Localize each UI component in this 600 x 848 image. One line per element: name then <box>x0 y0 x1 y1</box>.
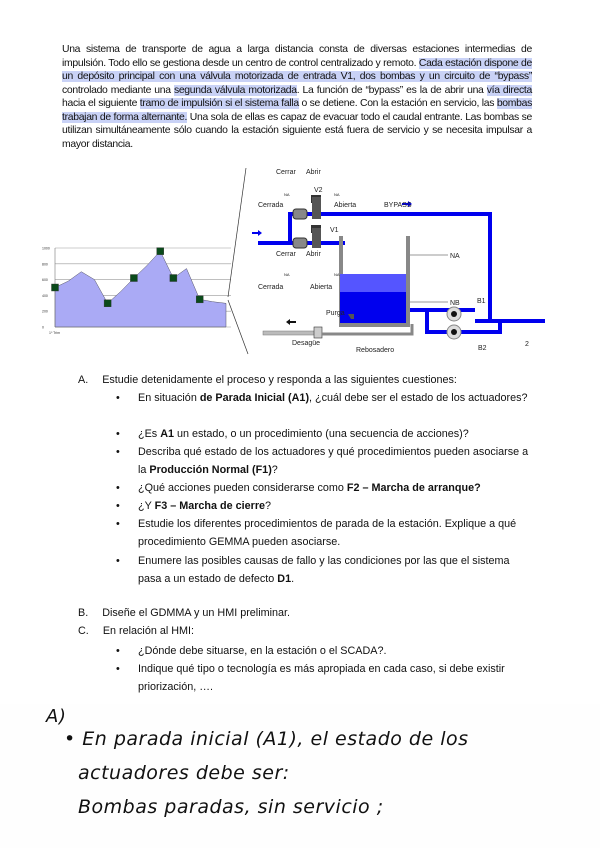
trend-chart <box>42 247 231 336</box>
handwritten-heading: A) <box>46 706 67 727</box>
item-text <box>138 515 532 551</box>
y-tick-label: 0 <box>42 325 44 330</box>
y-tick-label: 600 <box>42 278 48 283</box>
intro-text: controlado mediante una <box>62 84 174 96</box>
contact-na: NA <box>334 192 340 197</box>
label-abrir: Abrir <box>306 251 321 258</box>
item-text-part: Describa qué estado de los actuadores y qué procedimientos pueden asociarse a la <box>138 446 529 476</box>
item-text-part: , ¿cuál debe ser el estado de los actuadores? <box>309 392 528 404</box>
item-text-part: ¿Es <box>138 428 161 440</box>
label-nb: NB <box>450 300 460 307</box>
item-bold: F2 – Marcha de arranque? <box>346 482 481 494</box>
handwritten-line: actuadores debe ser: <box>78 762 290 784</box>
item-text-part: ¿Y <box>138 500 155 512</box>
item-bold: de Parada Inicial (A1) <box>199 392 310 404</box>
item-text <box>138 389 532 407</box>
label-na: NA <box>450 253 460 260</box>
y-tick-label: 800 <box>42 262 48 267</box>
drain-pipe <box>263 331 315 335</box>
x-tick-label: 1º Trim <box>49 331 61 335</box>
c-item: • Indique qué tipo o tecnología es más apropiada en cada caso, si debe existir priorización, …. <box>120 660 532 696</box>
data-point <box>196 296 203 303</box>
label-v2: V2 <box>314 187 323 194</box>
highlight: segunda válvula motorizada <box>173 84 297 96</box>
label-v1: V1 <box>330 227 339 234</box>
label-abierta: Abierta <box>334 202 357 209</box>
item-text <box>138 479 532 497</box>
question-c <box>78 625 194 637</box>
question-label: A. <box>78 374 89 386</box>
question-label: B. <box>78 607 89 619</box>
handwritten-line: Bombas paradas, sin servicio ; <box>78 796 384 818</box>
label-cerrada: Cerrada <box>258 202 284 209</box>
a-item: • Estudie los diferentes procedimientos de parada de la estación. Explique a qué procedimiento GEMMA pueden asociarse. <box>120 515 532 551</box>
handwritten-line: • En parada inicial (A1), el estado de los <box>64 728 469 750</box>
label-b2: B2 <box>478 345 487 352</box>
figure-number: 2 <box>525 341 529 348</box>
label-cerrar: Cerrar <box>276 251 296 258</box>
item-bold: D1 <box>277 573 292 585</box>
item-text-part: ? <box>265 500 272 512</box>
item-text-part: . <box>291 573 295 585</box>
highlight: vía directa <box>486 84 532 96</box>
item-text <box>138 497 532 515</box>
drain-valve-icon <box>314 327 322 338</box>
data-point <box>52 284 59 291</box>
item-text <box>138 552 532 588</box>
a-item: • Enumere las posibles causas de fallo y las condiciones por las que el sistema pasa a un estado de defecto D1. <box>120 552 532 588</box>
data-point <box>157 248 164 255</box>
item-text <box>138 425 532 443</box>
y-tick-label: 1000 <box>42 246 50 251</box>
item-text-part: Enumere las posibles causas de fallo y las condiciones por las que el sistema pasa a un estado de defecto <box>138 555 510 585</box>
item-text-part: ¿Qué acciones pueden considerarse como <box>138 482 347 494</box>
item-bold: F3 – Marcha de cierre <box>154 500 266 512</box>
contact-na: NA <box>334 272 340 277</box>
a-item: • ¿Qué acciones pueden considerarse como F2 – Marcha de arranque? <box>120 479 532 497</box>
flow-arrow-icon <box>252 230 262 236</box>
y-tick-label: 200 <box>42 309 48 314</box>
drain-arrow-icon <box>286 319 296 325</box>
a-item: • ¿Y F3 – Marcha de cierre? <box>120 497 532 515</box>
item-bold: A1 <box>160 428 175 440</box>
highlight: bombas trabajan de forma alternante. <box>62 98 532 123</box>
item-text <box>138 443 532 479</box>
tank <box>339 236 410 327</box>
question-text: Estudie detenidamente el proceso y responda a las siguientes cuestiones: <box>102 374 457 386</box>
item-text: Indique qué tipo o tecnología es más apropiada en cada caso, si debe existir priorización, …. <box>138 663 505 693</box>
callout-line <box>228 168 246 297</box>
contact-na: NA <box>284 192 290 197</box>
question-text: En relación al HMI: <box>102 625 195 637</box>
intro-text: . La función de “bypass” es la de abrir una <box>296 84 487 96</box>
handwritten-answer <box>0 704 600 848</box>
a-item: • ¿Es A1 un estado, o un procedimiento (una secuencia de acciones)? <box>120 425 532 443</box>
a-item: • En situación de Parada Inicial (A1), ¿cuál debe ser el estado de los actuadores? <box>120 389 532 407</box>
c-item: • ¿Dónde debe situarse, en la estación o el SCADA?. <box>120 642 532 660</box>
y-tick-label: 400 <box>42 293 48 298</box>
contact-na: NA <box>284 272 290 277</box>
intro-text: Una sola de ellas es capaz de evacuar todo el caudal entrante. Las bombas se utilizan simultáneamente sólo cuando la estación siguiente está fuera de servicio y se necesita impulsar a mayor distancia. <box>62 111 532 150</box>
label-abierta: Abierta <box>310 284 333 291</box>
label-cerrar: Cerrar <box>276 169 296 176</box>
label-rebosadero: Rebosadero <box>356 347 395 354</box>
question-label: C. <box>78 625 89 637</box>
data-point <box>130 275 137 282</box>
data-point <box>104 300 111 307</box>
question-b <box>78 607 290 619</box>
intro-text: o se detiene. Con la estación en servicio, las <box>298 98 497 109</box>
item-text-part: Estudie los diferentes procedimientos de parada de la estación. Explique a qué procedimiento GEMMA pueden asociarse. <box>138 518 517 548</box>
question-text: Diseñe el GDMMA y un HMI preliminar. <box>102 607 291 619</box>
item-bold: Producción Normal (F1) <box>149 464 272 476</box>
label-abrir: Abrir <box>306 169 321 176</box>
a-item: • Describa qué estado de los actuadores y qué procedimientos pueden asociarse a la Producción Normal (F1)? <box>120 443 532 479</box>
label-cerrada: Cerrada <box>258 284 284 291</box>
area-series <box>55 251 226 327</box>
label-purga: Purga <box>326 310 345 317</box>
item-text-part: un estado, o un procedimiento (una secuencia de acciones)? <box>174 428 469 440</box>
data-point <box>170 275 177 282</box>
question-a <box>78 374 457 386</box>
label-b1: B1 <box>477 298 486 305</box>
item-text: ¿Dónde debe situarse, en la estación o el SCADA?. <box>138 645 387 657</box>
highlight: Cada estación dispone de un depósito principal con una válvula motorizada de entrada V1, dos bombas y un circuito de “bypass” <box>62 57 533 82</box>
highlight: tramo de impulsión si el sistema falla <box>139 98 299 109</box>
item-text-part: ? <box>271 464 278 476</box>
label-bypass: BYPASS <box>384 202 412 209</box>
label-desague: Desagüe <box>292 340 321 347</box>
intro-text: hacia el siguiente <box>62 98 140 109</box>
intro-text: Una sistema de transporte de agua a larga distancia consta de diversas estaciones intermedias de impulsión. Todo ello se gestiona desde un centro de control centralizado y remoto. <box>62 44 532 69</box>
item-text-part: En situación <box>138 392 200 404</box>
